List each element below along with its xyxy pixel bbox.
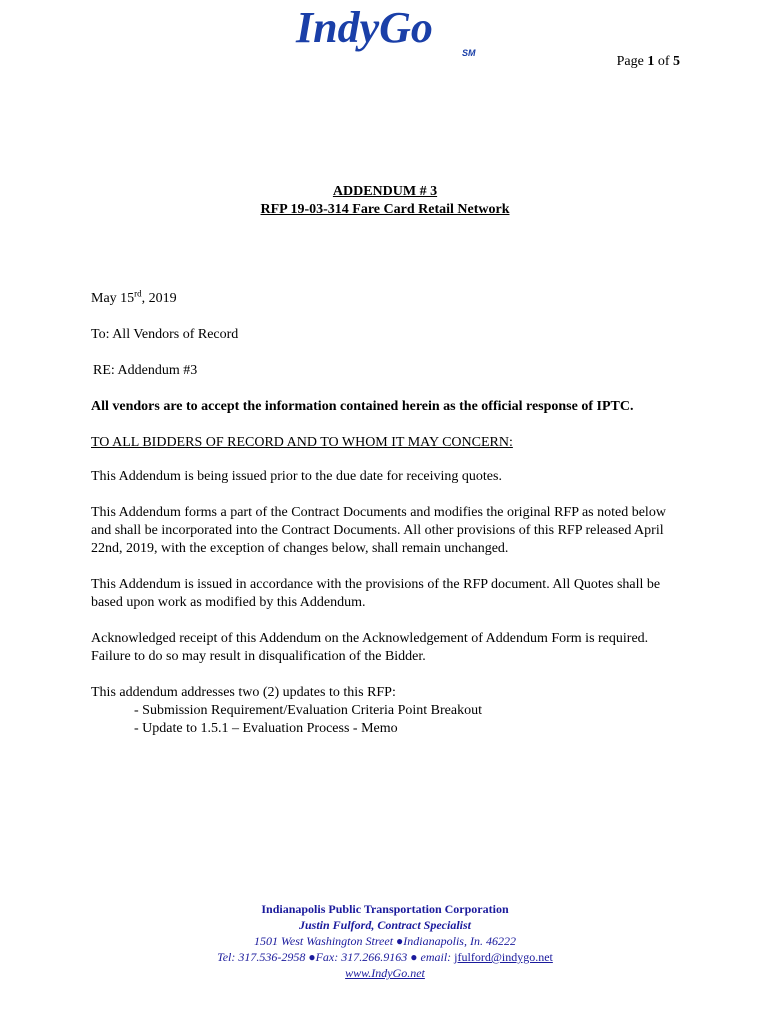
page-current: 1 xyxy=(647,54,655,69)
footer-email-link[interactable]: jfulford@indygo.net xyxy=(454,950,553,964)
letter-subject: RE: Addendum #3 xyxy=(93,363,198,378)
updates-intro: This addendum addresses two (2) updates to this RFP: xyxy=(91,685,396,700)
salutation: TO ALL BIDDERS OF RECORD AND TO WHOM IT MAY CONCERN: xyxy=(91,435,513,450)
update-item: - Submission Requirement/Evaluation Criteria Point Breakout xyxy=(134,703,483,718)
addendum-title xyxy=(0,183,770,219)
addendum-number: ADDENDUM # 3 xyxy=(332,184,438,199)
footer-phone-fax: Tel: 317.536-2958 ●Fax: 317.266.9163 ● email: jfulford@indygo.net xyxy=(217,950,553,964)
page-of: of xyxy=(657,54,670,69)
footer-organization: Indianapolis Public Transportation Corporation xyxy=(261,902,509,916)
page-label: Page xyxy=(616,54,644,69)
logo-service-mark: SM xyxy=(462,48,476,58)
rfp-title: RFP 19-03-314 Fare Card Retail Network xyxy=(260,202,510,217)
paragraph-issued: This Addendum is being issued prior to the due date for receiving quotes. xyxy=(91,469,502,484)
letter-date: May 15rd, 2019 xyxy=(91,288,177,306)
updates-section xyxy=(91,684,691,738)
paragraph-contract-documents: This Addendum forms a part of the Contract Documents and modifies the original RFP as noted below and shall be incorporated into the Contract Documents. All other provisions of this RFP released April 22nd, 2019, with the exception of changes below, shall remain unchanged. xyxy=(91,505,666,556)
paragraph-acknowledgement: Acknowledged receipt of this Addendum on the Acknowledgement of Addendum Form is required. Failure to do so may result in disqualification of the Bidder. xyxy=(91,631,649,664)
page-total: 5 xyxy=(673,54,680,69)
paragraph-provisions: This Addendum is issued in accordance with the provisions of the RFP document. All Quotes shall be based upon work as modified by this Addendum. xyxy=(91,577,661,610)
letter-recipient: To: All Vendors of Record xyxy=(91,327,239,342)
update-item: - Update to 1.5.1 – Evaluation Process - Memo xyxy=(134,721,398,736)
indygo-logo xyxy=(290,2,490,60)
page-indicator xyxy=(617,54,680,70)
logo-wordmark: IndyGo xyxy=(296,3,433,52)
footer-contact: Justin Fulford, Contract Specialist xyxy=(298,918,472,932)
letterhead-footer xyxy=(0,901,770,981)
official-response-notice: All vendors are to accept the information contained herein as the official response of IPTC. xyxy=(91,399,634,414)
footer-address: 1501 West Washington Street ●Indianapolis, In. 46222 xyxy=(254,934,516,948)
footer-website-link[interactable]: www.IndyGo.net xyxy=(345,966,425,980)
